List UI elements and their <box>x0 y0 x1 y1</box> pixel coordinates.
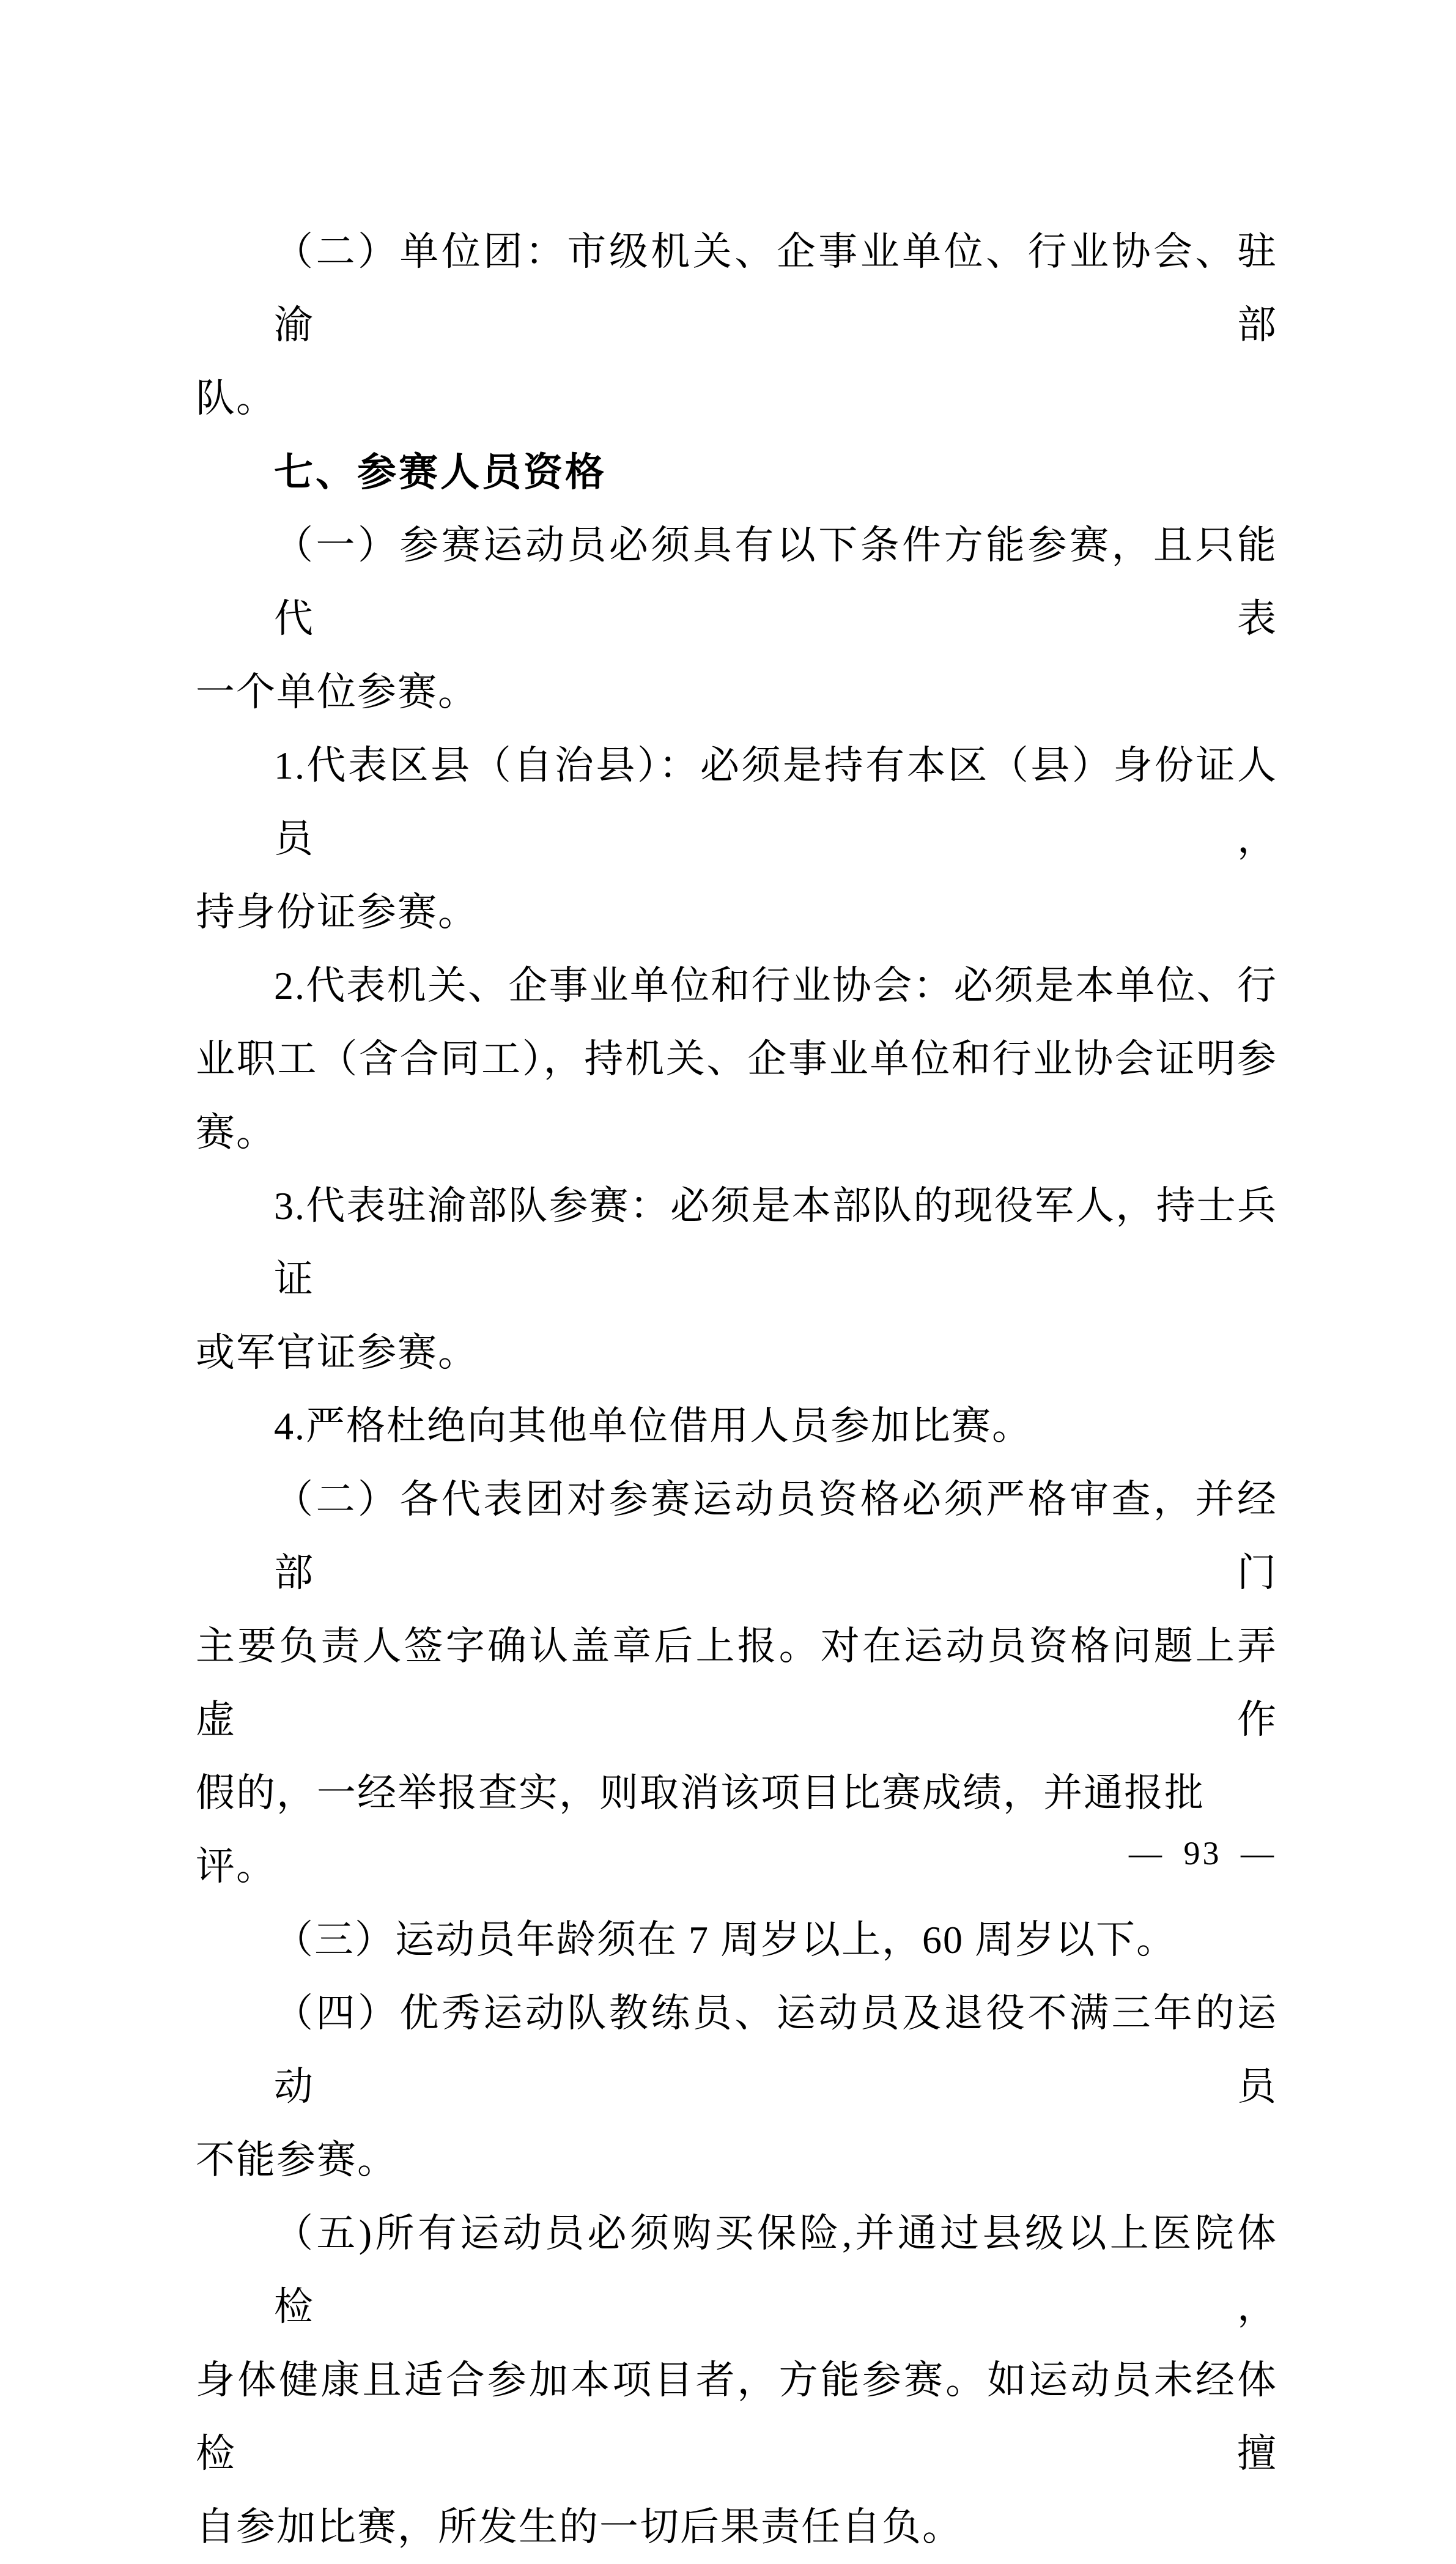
text-line: （一）参赛运动员必须具有以下条件方能参赛，且只能代表 <box>274 524 1277 640</box>
text-line: 自参加比赛，所发生的一切后果责任自负。 <box>196 2505 963 2549</box>
text-line: 一个单位参赛。 <box>196 670 478 714</box>
text-line: （五)所有运动员必须购买保险,并通过县级以上医院体检， <box>274 2212 1277 2329</box>
text-line: 业职工（含合同工），持机关、企事业单位和行业协会证明参 <box>196 1037 1277 1081</box>
text-line: 假的，一经举报查实，则取消该项目比赛成绩，并通报批评。 <box>196 1771 1205 1888</box>
text-line: 主要负责人签字确认盖章后上报。对在运动员资格问题上弄虚作 <box>196 1625 1277 1741</box>
text-line: 或军官证参赛。 <box>196 1331 478 1374</box>
text-line: （二）各代表团对参赛运动员资格必须严格审查，并经部门 <box>274 1478 1277 1595</box>
document-text-block <box>196 215 1277 2564</box>
text-line: 3.代表驻渝部队参赛：必须是本部队的现役军人，持士兵证 <box>274 1184 1277 1301</box>
text-line: 不能参赛。 <box>196 2138 397 2182</box>
text-line: 持身份证参赛。 <box>196 891 478 934</box>
text-line: 1.代表区县（自治县）：必须是持有本区（县）身份证人员， <box>274 744 1277 861</box>
text-line: 4.严格杜绝向其他单位借用人员参加比赛。 <box>274 1404 1032 1448</box>
page-number: — 93 — <box>1129 1835 1276 1872</box>
text-line: （二）单位团：市级机关、企事业单位、行业协会、驻渝部 <box>274 230 1277 347</box>
text-line: 队。 <box>196 377 276 420</box>
text-line: （三）运动员年龄须在 7 周岁以上，60 周岁以下。 <box>274 1918 1177 1962</box>
text-line: 赛。 <box>196 1111 276 1154</box>
text-line: 身体健康且适合参加本项目者，方能参赛。如运动员未经体检擅 <box>196 2358 1277 2475</box>
text-line: （四）优秀运动队教练员、运动员及退役不满三年的运动员 <box>274 1992 1277 2108</box>
text-line: 2.代表机关、企事业单位和行业协会：必须是本单位、行 <box>274 964 1277 1007</box>
text-line: 七、参赛人员资格 <box>274 450 607 494</box>
